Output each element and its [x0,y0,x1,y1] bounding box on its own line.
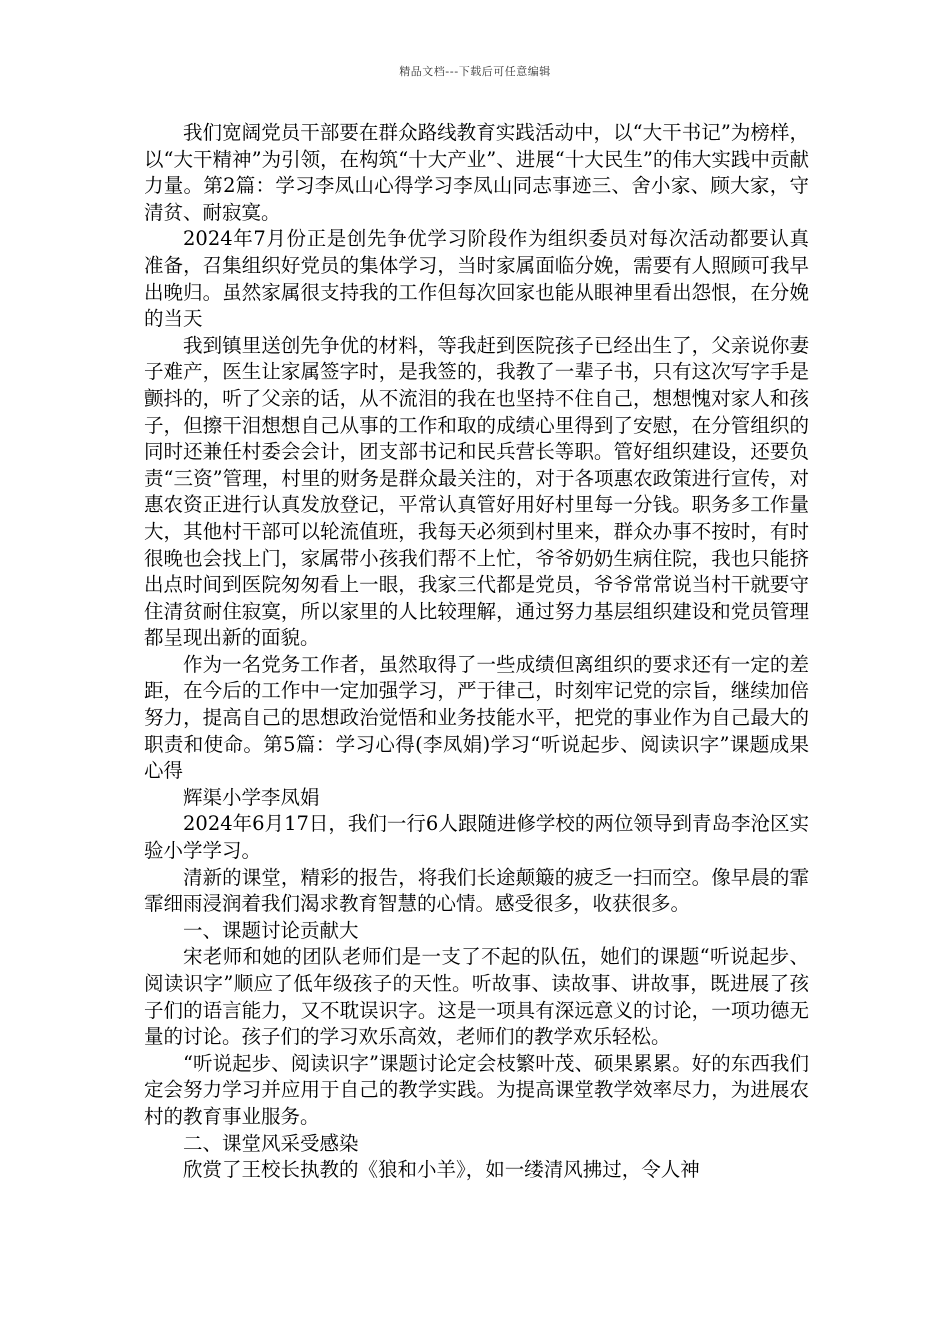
section-heading: 二、课堂风采受感染 [183,1131,359,1155]
document-body [144,120,809,1184]
paragraph: 清新的课堂，精彩的报告，将我们长途颠簸的疲乏一扫而空。像早晨的霏霏细雨浸润着我们渴求教育智慧的心情。感受很多，收获很多。 [144,865,809,916]
author-line: 辉渠小学李凤娟 [183,785,320,809]
paragraph: 欣赏了王校长执教的《狼和小羊》，如一缕清风拂过，令人神 [183,1158,700,1182]
paragraph: 我到镇里送创先争优的材料，等我赶到医院孩子已经出生了，父亲说你妻子难产，医生让家属签字时，是我签的，我教了一辈子书，只有这次写字手是颤抖的，听了父亲的话，从不流泪的我在也坚持不住自己，想想愧对家人和孩子，但擦干泪想想自己从事的工作和取的成绩心里得到了安慰，在分管组织的同时还兼任村委会会计，团支部书记和民兵营长等职。管好组织建设，还要负责“三资”管理，村里的财务是群众最关注的，对于各项惠农政策进行宣传，对惠农资正进行认真发放登记，平常认真管好用好村里每一分钱。职务多工作量大，其他村干部可以轮流值班，我每天必须到村里来，群众办事不按时，有时很晚也会找上门，家属带小孩我们帮不上忙，爷爷奶奶生病住院，我也只能挤出点时间到医院匆匆看上一眼，我家三代都是党员，爷爷常常说当村干就要守住清贫耐住寂寞，所以家里的人比较理解，通过努力基层组织建设和党员管理都呈现出新的面貌。 [144,333,809,650]
section-heading: 一、课题讨论贡献大 [183,918,359,942]
paragraph: 2024年7月份正是创先争优学习阶段作为组织委员对每次活动都要认真准备，召集组织好党员的集体学习，当时家属面临分娩，需要有人照顾可我早出晚归。虽然家属很支持我的工作但每次回家也能从眼神里看出怨恨，在分娩的当天 [144,227,809,331]
page-header: 精品文档---下载后可任意编辑 [399,65,551,78]
paragraph: “听说起步、阅读识字”课题讨论定会枝繁叶茂、硕果累累。好的东西我们定会努力学习并应用于自己的教学实践。为提高课堂教学效率尽力，为进展农村的教育事业服务。 [144,1051,809,1128]
paragraph: 2024年6月17日，我们一行6人跟随进修学校的两位领导到青岛李沧区实验小学学习。 [144,812,809,863]
paragraph: 宋老师和她的团队老师们是一支了不起的队伍，她们的课题“听说起步、阅读识字”顺应了低年级孩子的天性。听故事、读故事、讲故事，既进展了孩子们的语言能力，又不耽误识字。这是一项具有深远意义的讨论，一项功德无量的讨论。孩子们的学习欢乐高效，老师们的教学欢乐轻松。 [144,945,809,1049]
paragraph: 作为一名党务工作者，虽然取得了一些成绩但离组织的要求还有一定的差距，在今后的工作中一定加强学习，严于律己，时刻牢记党的宗旨，继续加倍努力，提高自己的思想政治觉悟和业务技能水平，把党的事业作为自己最大的职责和使命。第5篇：学习心得(李凤娟)学习“听说起步、阅读识字”课题成果心得 [144,652,809,783]
paragraph: 我们宽阔党员干部要在群众路线教育实践活动中，以“大干书记”为榜样，以“大干精神”为引领，在构筑“十大产业”、进展“十大民生”的伟大实践中贡献力量。第2篇：学习李凤山心得学习李凤山同志事迹三、舍小家、顾大家，守清贫、耐寂寞。 [144,121,809,224]
